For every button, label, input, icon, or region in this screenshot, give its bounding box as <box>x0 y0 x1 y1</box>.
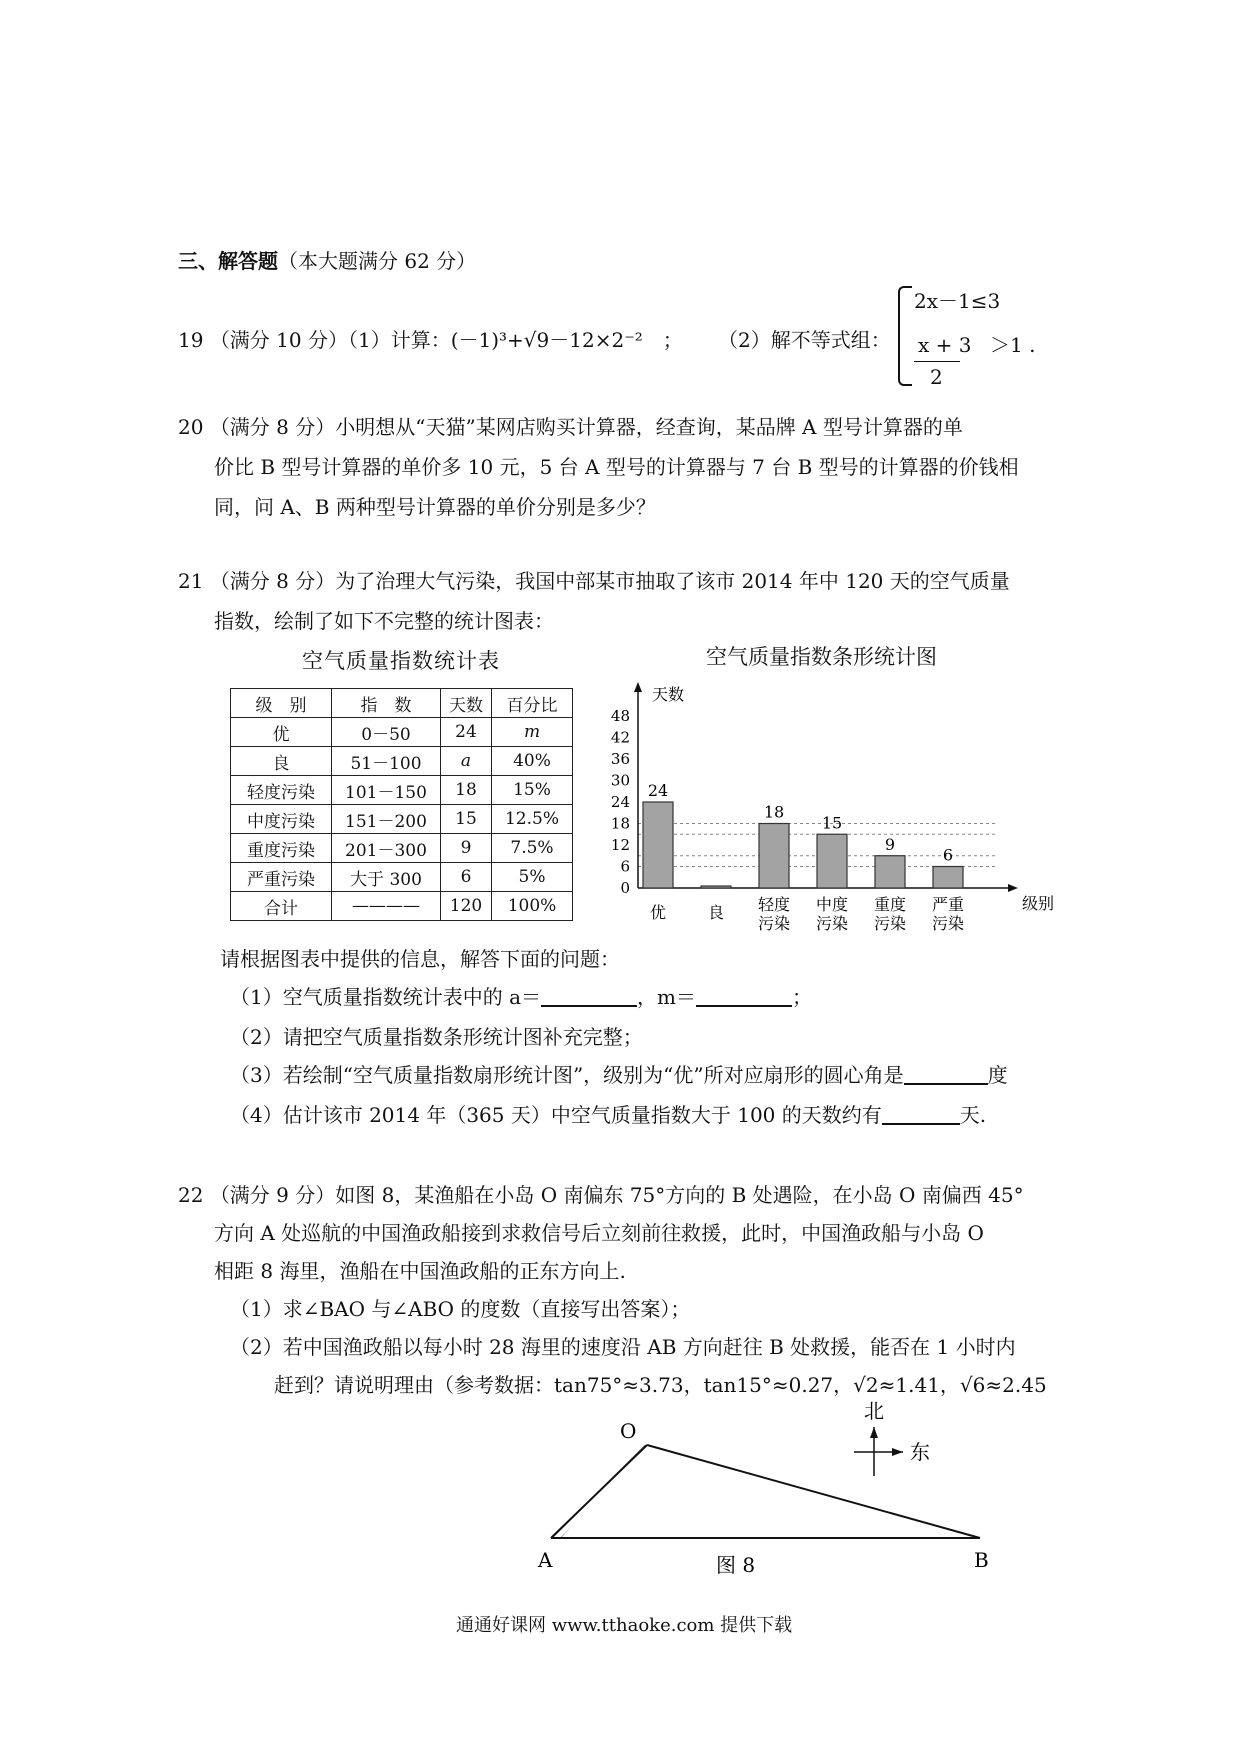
point-a-label: A <box>538 1548 553 1572</box>
q20-line-2: 价比 B 型号计算器的单价多 10 元，5 台 A 型号的计算器与 7 台 B 型号的计算器的价钱相 <box>214 455 1019 479</box>
table-cell: ———— <box>332 892 441 921</box>
q21-sub1-text-b: ，m＝ <box>637 985 696 1009</box>
q21-sub4-text: （4）估计该市 2014 年（365 天）中空气质量指数大于 100 的天数约有 <box>230 1103 882 1127</box>
x-tick-label: 污染 <box>815 914 849 933</box>
table-header: 天数 <box>441 689 492 718</box>
bar-value-label: 9 <box>884 834 896 854</box>
table-cell: 9 <box>441 834 492 863</box>
table-cell: 12.5% <box>492 805 573 834</box>
table-cell: 24 <box>441 718 492 747</box>
table-cell: m <box>492 718 573 747</box>
q21-sub3-text: （3）若绘制“空气质量指数扇形统计图”，级别为“优”所对应扇形的圆心角是 <box>230 1063 904 1087</box>
q21-sub4 <box>230 1100 986 1130</box>
table-cell: 120 <box>441 892 492 921</box>
q21-sub4-unit: 天. <box>959 1103 987 1127</box>
table-row <box>231 776 573 805</box>
table-title: 空气质量指数统计表 <box>302 649 500 673</box>
q20-line-3: 同，问 A、B 两种型号计算器的单价分别是多少？ <box>214 495 656 519</box>
bar <box>643 802 673 888</box>
q22-line-2: 方向 A 处巡航的中国渔政船接到求救信号后立刻前往救援，此时，中国渔政船与小岛 O <box>214 1221 984 1245</box>
east-label: 东 <box>910 1440 930 1464</box>
x-tick-label: 中度 <box>815 895 849 914</box>
x-tick-label: 良 <box>707 903 725 922</box>
y-tick-label: 36 <box>610 750 630 768</box>
answer-blank-days[interactable] <box>882 1103 960 1125</box>
q21-number: 21 <box>178 569 204 593</box>
table-cell: a <box>441 747 492 776</box>
x-tick-label: 严重 <box>931 895 965 914</box>
x-tick-label: 污染 <box>931 914 965 933</box>
answer-blank-a[interactable] <box>541 985 637 1007</box>
q22-line-3: 相距 8 海里，渔船在中国渔政船的正东方向上. <box>214 1259 626 1283</box>
q22-line-1 <box>178 1180 1024 1210</box>
q21-prompt: 请根据图表中提供的信息，解答下面的问题： <box>220 947 620 971</box>
table-total-row <box>231 892 573 921</box>
east-arrow-icon <box>892 1448 903 1456</box>
table-row <box>231 834 573 863</box>
q21-line-1 <box>178 566 1010 596</box>
bar-value-label: 15 <box>821 813 843 833</box>
x-tick-label: 污染 <box>873 914 907 933</box>
chart-title: 空气质量指数条形统计图 <box>706 645 937 669</box>
q19-inequality-2-denominator: 2 <box>930 365 943 389</box>
bar-value-label: 6 <box>942 845 954 865</box>
bar <box>933 867 963 889</box>
x-axis-title: 级别 <box>1022 894 1055 913</box>
q21-sub2: （2）请把空气质量指数条形统计图补充完整； <box>230 1025 643 1049</box>
table-cell: 18 <box>441 776 492 805</box>
y-tick-label: 12 <box>610 836 630 854</box>
x-axis-arrow-icon <box>1008 884 1018 892</box>
table-row <box>231 805 573 834</box>
table-cell: 6 <box>441 863 492 892</box>
q21-sub1-text-a: （1）空气质量指数统计表中的 a＝ <box>230 985 542 1009</box>
x-tick-label: 轻度 <box>757 895 791 914</box>
q19-inequality-2-numerator: x + 3 <box>918 333 972 357</box>
q21-sub1 <box>230 982 812 1012</box>
table-cell: 40% <box>492 747 573 776</box>
y-tick-label: 18 <box>610 814 630 833</box>
table-cell: 101－150 <box>332 776 441 805</box>
q19-part1: （满分 10 分）（1）计算：(－1)³+√9－12×2⁻² ； <box>209 328 683 352</box>
y-tick-label: 6 <box>620 857 630 876</box>
q20-number: 20 <box>178 415 204 439</box>
table-cell: 轻度污染 <box>231 776 332 805</box>
y-axis-arrow-icon <box>634 682 642 692</box>
table-cell: 中度污染 <box>231 805 332 834</box>
table-cell: 51－100 <box>332 747 441 776</box>
point-o-label: O <box>620 1419 637 1443</box>
table-cell: 良 <box>231 747 332 776</box>
table-row <box>231 718 573 747</box>
table-row <box>231 747 573 776</box>
q19-part2: （2）解不等式组： <box>718 328 891 352</box>
x-tick-label: 污染 <box>757 914 791 933</box>
bar-chart <box>590 670 1070 940</box>
q22-text-1: （满分 9 分）如图 8，某渔船在小岛 O 南偏东 75°方向的 B 处遇险，在小岛 O 南偏西 45° <box>209 1183 1024 1207</box>
segment-oa <box>551 1445 647 1538</box>
page-footer: 通通好课网 www.tthaoke.com 提供下载 <box>456 1615 793 1636</box>
x-tick-label: 重度 <box>873 895 907 914</box>
q20-line-1 <box>178 412 963 442</box>
table-cell: 合计 <box>231 892 332 921</box>
bar <box>817 834 847 888</box>
y-tick-label: 48 <box>610 707 630 725</box>
q21-sub3 <box>230 1060 1008 1090</box>
q19-number: 19 <box>178 328 204 352</box>
table-cell: 严重污染 <box>231 863 332 892</box>
section-heading <box>178 246 476 276</box>
table-cell: 0－50 <box>332 718 441 747</box>
bar <box>701 886 731 888</box>
table-cell: 重度污染 <box>231 834 332 863</box>
q20-text-1: （满分 8 分）小明想从“天猫”某网店购买计算器，经查询，某品牌 A 型号计算器的单 <box>209 415 963 439</box>
q21-text-1: （满分 8 分）为了治理大气污染，我国中部某市抽取了该市 2014 年中 120 天的空气质量 <box>209 569 1010 593</box>
y-tick-label: 30 <box>610 771 630 790</box>
system-brace <box>898 286 912 386</box>
segment-ob <box>647 1445 980 1538</box>
bar-value-label: 24 <box>647 781 669 800</box>
q19-inequality-2-rhs: ＞1 . <box>990 333 1036 357</box>
air-quality-table <box>230 688 573 921</box>
q22-sub2b: 赶到？请说明理由（参考数据：tan75°≈3.73，tan15°≈0.27，√2≈1.41，√6≈2.45 <box>274 1373 1047 1397</box>
q22-sub1: （1）求∠BAO 与∠ABO 的度数（直接写出答案）； <box>230 1297 691 1321</box>
section-title: 三、解答题 <box>178 249 278 273</box>
q22-number: 22 <box>178 1183 204 1207</box>
table-cell: 100% <box>492 892 573 921</box>
answer-blank-m[interactable] <box>696 985 792 1007</box>
table-header: 百分比 <box>492 689 573 718</box>
q21-line-2: 指数，绘制了如下不完整的统计图表： <box>214 609 554 633</box>
q22-sub2: （2）若中国渔政船以每小时 28 海里的速度沿 AB 方向赶往 B 处救援，能否在 1 小时内 <box>230 1335 1016 1359</box>
table-row <box>231 863 573 892</box>
table-cell: 5% <box>492 863 573 892</box>
y-tick-label: 24 <box>610 793 630 811</box>
north-arrow-icon <box>870 1427 878 1438</box>
table-cell: 201－300 <box>332 834 441 863</box>
table-header: 级 别 <box>231 689 332 718</box>
table-cell: 大于 300 <box>332 863 441 892</box>
table-cell: 15 <box>441 805 492 834</box>
point-b-label: B <box>974 1548 989 1572</box>
q21-sub1-text-c: ； <box>791 985 812 1009</box>
table-cell: 7.5% <box>492 834 573 863</box>
table-header: 指 数 <box>332 689 441 718</box>
table-cell: 优 <box>231 718 332 747</box>
north-label: 北 <box>864 1400 884 1423</box>
table-cell: 151－200 <box>332 805 441 834</box>
q21-sub3-unit: 度 <box>987 1063 1008 1087</box>
y-tick-label: 42 <box>610 728 630 747</box>
y-tick-label: 0 <box>620 879 630 897</box>
bar <box>759 824 789 889</box>
x-tick-label: 优 <box>649 903 667 922</box>
figure-caption: 图 8 <box>716 1553 756 1577</box>
bar-value-label: 18 <box>763 802 785 822</box>
answer-blank-angle[interactable] <box>904 1063 988 1085</box>
table-header-row <box>231 689 573 718</box>
table-cell: 15% <box>492 776 573 805</box>
figure-8 <box>520 1400 1080 1600</box>
section-note: （本大题满分 62 分） <box>278 249 477 273</box>
q19-inequality-1: 2x－1≤3 <box>914 289 1001 313</box>
y-axis-title: 天数 <box>652 685 685 704</box>
q19-line <box>178 325 683 355</box>
bar <box>875 856 905 888</box>
